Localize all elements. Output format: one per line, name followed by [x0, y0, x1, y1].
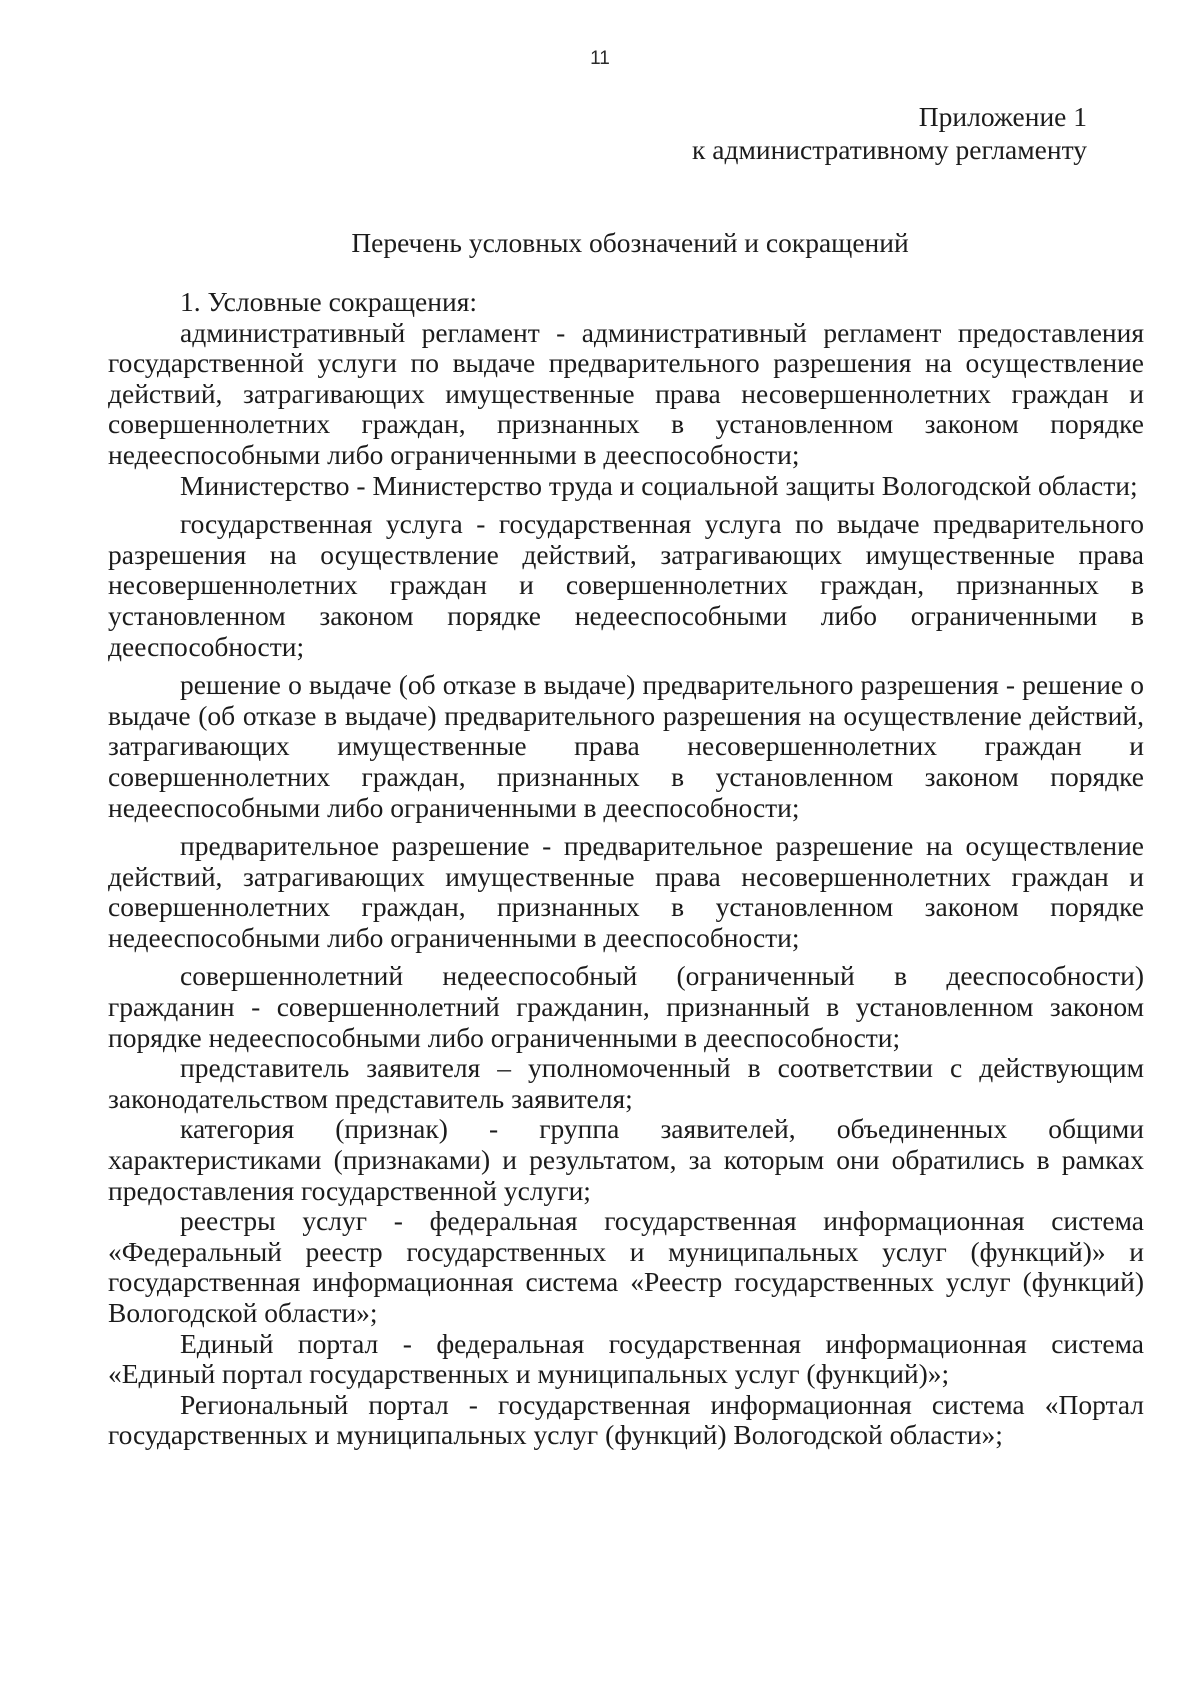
section-heading: 1. Условные сокращения: — [180, 286, 477, 317]
definition-ministry: Министерство - Министерство труда и социальной защиты Вологодской области; — [180, 469, 1138, 501]
appendix-line-1: Приложение 1 — [918, 101, 1087, 132]
definition-incapacitated-citizen: совершеннолетний недееспособный (ограниченный в дееспособности) гражданин - совершеннолетний гражданин, признанный в установленном законом порядке недееспособными либо ограниченными в дееспособности; — [108, 960, 1144, 1053]
definition-preliminary-permission: предварительное разрешение - предварительное разрешение на осуществление действий, затрагивающих имущественные права несовершеннолетних граждан и совершеннолетних граждан, признанных в установленном законом порядке недееспособными либо ограниченными в дееспособности; — [108, 830, 1144, 953]
definition-unified-portal: Единый портал - федеральная государственная информационная система «Единый портал государственных и муниципальных услуг (функций)»; — [108, 1327, 1144, 1390]
document-body — [108, 287, 1144, 1451]
appendix-caption — [692, 100, 1087, 166]
definition-administrative-regulation: административный регламент - административный регламент предоставления государственной услуги по выдаче предварительного разрешения на осуществление действий, затрагивающих имущественные права несовершеннолетних граждан и совершеннолетних граждан, признанных в установленном законом порядке недееспособными либо ограниченными в дееспособности; — [108, 316, 1144, 470]
document-title: Перечень условных обозначений и сокращений — [351, 227, 909, 258]
definition-state-service: государственная услуга - государственная услуга по выдаче предварительного разрешения на осуществление действий, затрагивающих имущественные права несовершеннолетних граждан и совершеннолетних граждан, признанных в установленном законом порядке недееспособными либо ограниченными в дееспособности; — [108, 508, 1144, 662]
definition-applicant-representative: представитель заявителя – уполномоченный в соответствии с действующим законодательством представитель заявителя; — [108, 1052, 1144, 1114]
definition-category: категория (признак) - группа заявителей, объединенных общими характеристиками (признаками) и результатом, за которым они обратились в рамках предоставления государственной услуги; — [108, 1113, 1144, 1206]
definition-decision: решение о выдаче (об отказе в выдаче) предварительного разрешения - решение о выдаче (об отказе в выдаче) предварительного разрешения на осуществление действий, затрагивающих имущественные права несовершеннолетних граждан и совершеннолетних граждан, признанных в установленном законом порядке недееспособными либо ограниченными в дееспособности; — [108, 669, 1144, 823]
definition-service-registries: реестры услуг - федеральная государственная информационная система «Федеральный реестр государственных и муниципальных услуг (функций)» и государственная информационная система «Реестр государственных услуг (функций) Вологодской области»; — [108, 1205, 1144, 1328]
definitions-list — [108, 318, 1144, 1451]
appendix-line-2: к административному регламенту — [692, 134, 1087, 165]
definition-regional-portal: Региональный портал - государственная информационная система «Портал государственных и муниципальных услуг (функций) Вологодской области»; — [108, 1388, 1144, 1451]
page-number: 11 — [590, 48, 610, 69]
